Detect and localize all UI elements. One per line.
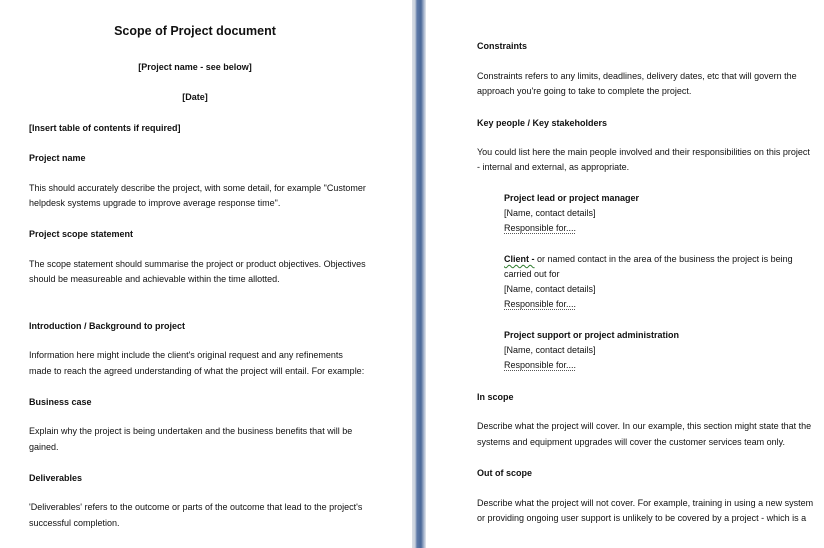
intro-heading: Introduction / Background to project <box>29 321 185 331</box>
deliverables-text-line-2: successful completion. <box>29 518 120 528</box>
deliverables-text-line-1: 'Deliverables' refers to the outcome or parts of the outcome that lead to the project's <box>29 502 363 512</box>
business-case-text-line-2: gained. <box>29 442 59 452</box>
constraints-heading: Constraints <box>477 41 528 51</box>
scope-statement-text-line-1: The scope statement should summarise the project or product objectives. Objectives <box>29 259 366 269</box>
in-scope-heading: In scope <box>477 392 514 402</box>
client-text-line-1: or named contact in the area of the business the project is being <box>534 254 793 264</box>
intro-text-line-1: Information here might include the client's original request and any refinements <box>29 350 343 360</box>
business-case-text-line-1: Explain why the project is being undertaken and the business benefits that will be <box>29 426 353 436</box>
project-name-text-line-1: This should accurately describe the project, with some detail, for example "Customer <box>29 183 366 193</box>
support-responsible: Responsible for.... <box>504 360 577 370</box>
scope-statement-text-line-2: should be measureable and achievable within the time allotted. <box>29 274 280 284</box>
scope-statement-heading: Project scope statement <box>29 229 134 239</box>
deliverables-heading: Deliverables <box>29 473 83 483</box>
date-placeholder: [Date] <box>182 92 208 102</box>
toc-placeholder: [Insert table of contents if required] <box>29 123 181 133</box>
client-text-line-2: carried out for <box>504 269 560 279</box>
project-name-heading: Project name <box>29 153 86 163</box>
support-contact: [Name, contact details] <box>504 345 596 355</box>
key-people-text-line-2: - internal and external, as appropriate. <box>477 162 630 172</box>
key-people-heading: Key people / Key stakeholders <box>477 118 608 128</box>
client-responsible: Responsible for.... <box>504 299 577 309</box>
right-document-page <box>426 0 824 548</box>
lead-contact: [Name, contact details] <box>504 208 596 218</box>
client-label: Client - <box>504 254 535 264</box>
constraints-text-line-2: approach you're going to take to complete the project. <box>477 86 692 96</box>
intro-text-line-2: made to reach the agreed understanding of what the project will entail. For example: <box>29 366 365 376</box>
business-case-heading: Business case <box>29 397 92 407</box>
lead-responsible: Responsible for.... <box>504 223 577 233</box>
support-heading: Project support or project administration <box>504 330 680 340</box>
out-scope-heading: Out of scope <box>477 468 533 478</box>
in-scope-text-line-1: Describe what the project will cover. In our example, this section might state that the <box>477 421 812 431</box>
page-divider <box>412 0 426 548</box>
document-title: Scope of Project document <box>114 24 276 38</box>
constraints-text-line-1: Constraints refers to any limits, deadlines, delivery dates, etc that will govern the <box>477 71 797 81</box>
out-scope-text-line-2: or providing ongoing user support is unlikely to be covered by a project - which is a <box>477 513 807 523</box>
project-name-text-line-2: helpdesk systems upgrade to improve average response time". <box>29 198 281 208</box>
client-line-1 <box>504 252 793 267</box>
key-people-text-line-1: You could list here the main people involved and their responsibilities on this project <box>477 147 810 157</box>
client-contact: [Name, contact details] <box>504 284 596 294</box>
in-scope-text-line-2: systems and equipment upgrades will cover the customer services team only. <box>477 437 785 447</box>
lead-heading: Project lead or project manager <box>504 193 640 203</box>
out-scope-text-line-1: Describe what the project will not cover. For example, training in using a new system <box>477 498 814 508</box>
project-name-placeholder: [Project name - see below] <box>138 62 252 72</box>
